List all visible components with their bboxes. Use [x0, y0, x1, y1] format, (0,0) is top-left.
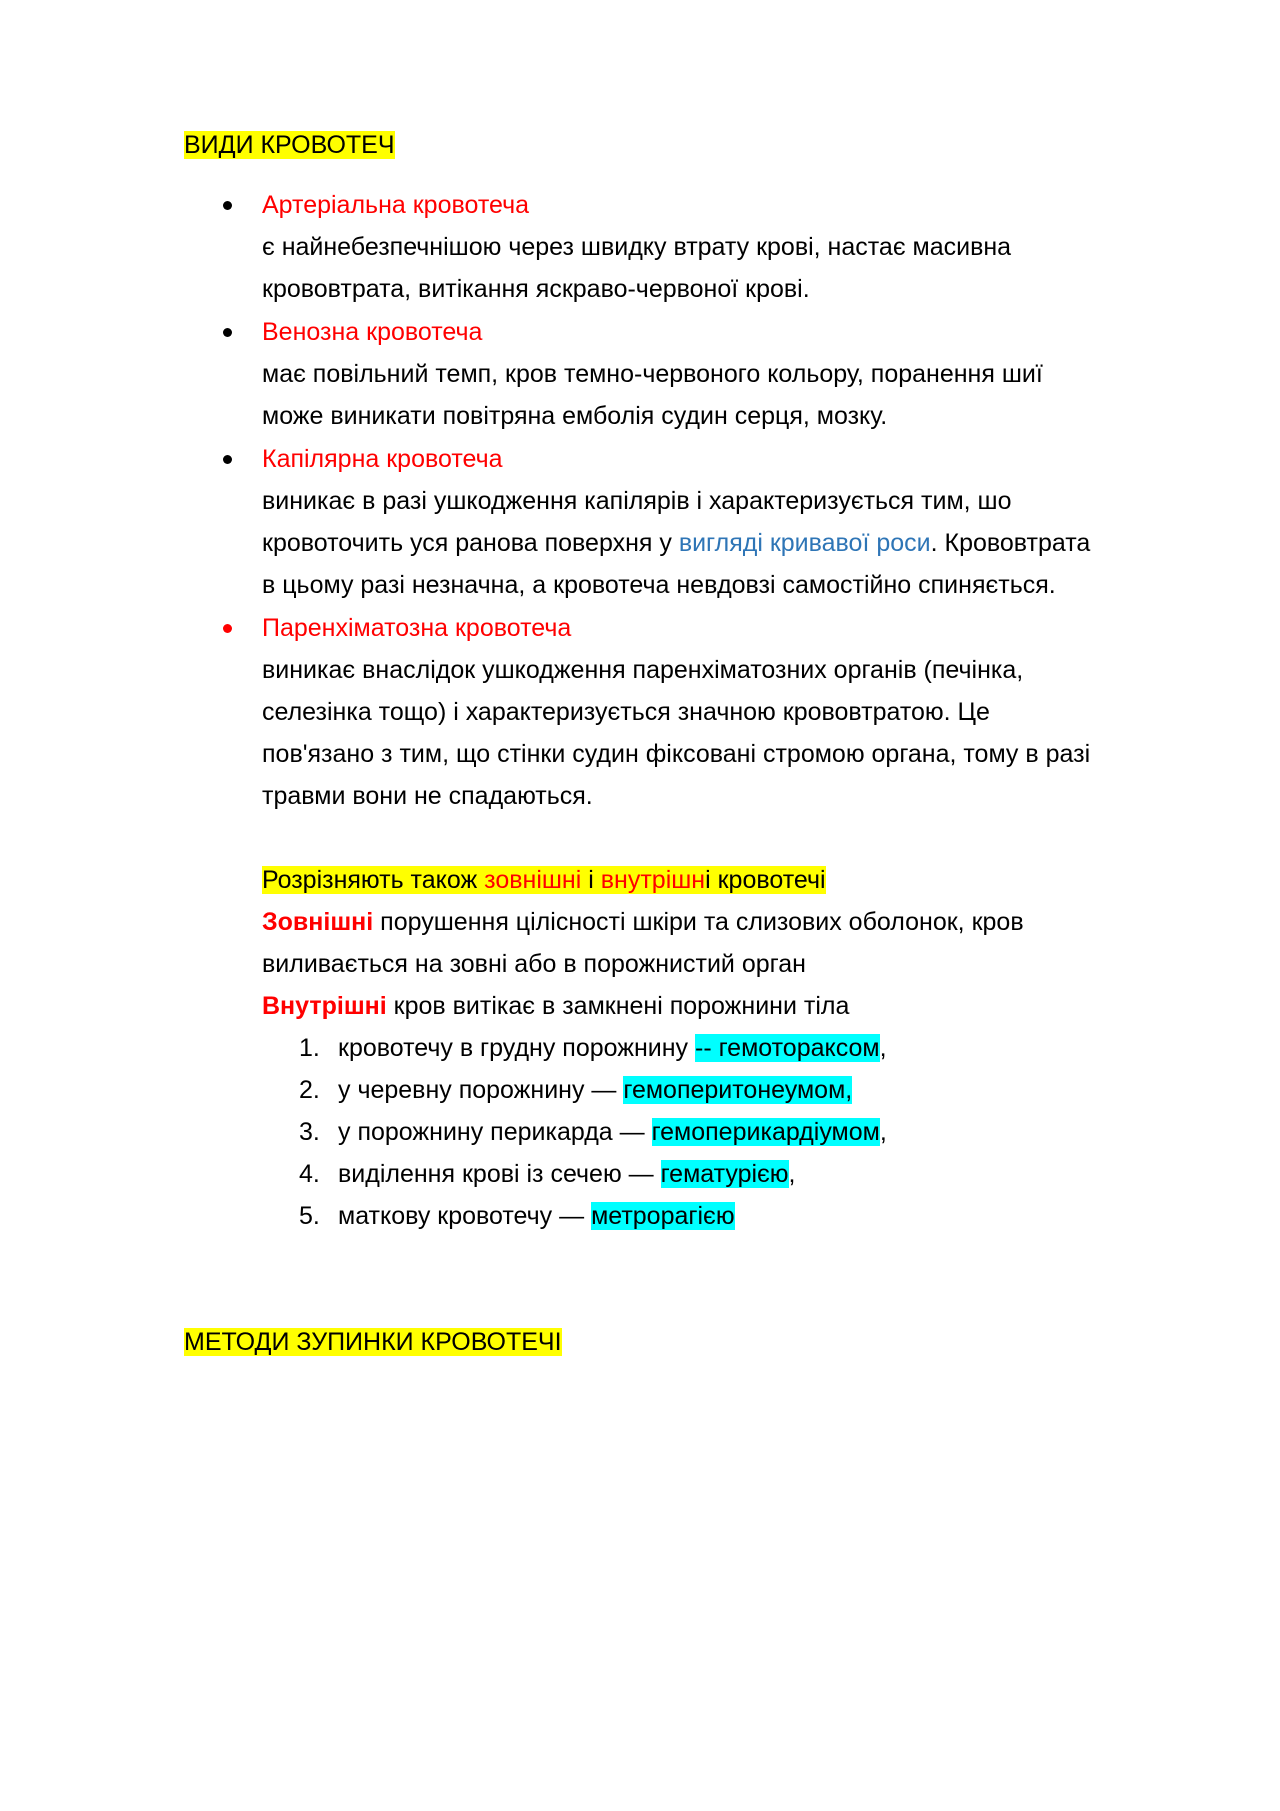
- list-item-text: у порожнину перикарда —: [338, 1118, 652, 1146]
- heading-types: [184, 127, 395, 163]
- type-title-capillary: Капілярна кровотеча: [262, 445, 503, 473]
- distinguish-segment: і: [581, 866, 601, 894]
- type-title-venous: Венозна кровотеча: [262, 318, 483, 346]
- type-title-arterial: Артеріальна кровотеча: [262, 191, 530, 219]
- type-text-segment: . Крововтрата: [930, 529, 1091, 557]
- list-item-term: -- гемотораксом: [695, 1034, 880, 1062]
- list-number: 2.: [299, 1076, 320, 1104]
- type-text-line: виникає внаслідок ушкодження паренхіматозних органів (печінка,: [262, 656, 1024, 684]
- internal-line: [262, 988, 849, 1024]
- external-text: порушення цілісності шкіри та слизових оболонок, кров: [373, 908, 1024, 936]
- bullet-icon: [223, 455, 232, 464]
- bullet-icon: [223, 328, 232, 337]
- distinguish-segment: і кровотечі: [705, 866, 826, 894]
- type-text-line: [262, 525, 1090, 561]
- list-number: 1.: [299, 1034, 320, 1062]
- internal-label: Внутрішні: [262, 992, 387, 1020]
- list-item: [338, 1030, 887, 1066]
- type-title-parenchymal: Паренхіматозна кровотеча: [262, 614, 572, 642]
- list-item-term: гемоперикардіумом: [651, 1118, 880, 1146]
- heading-types-text: ВИДИ КРОВОТЕЧ: [184, 131, 395, 159]
- distinguish-external: зовнішні: [484, 866, 582, 894]
- type-text-line: селезінка тощо) і характеризується значною крововтратою. Це: [262, 698, 990, 726]
- type-text-line: травми вони не спадаються.: [262, 782, 593, 810]
- distinguish-internal: внутрішн: [600, 866, 706, 894]
- list-item: [338, 1156, 796, 1192]
- type-text-line: виникає в разі ушкодження капілярів і характеризується тим, шо: [262, 487, 1012, 515]
- type-text-segment: кровоточить уся ранова поверхня у: [262, 529, 679, 557]
- list-number: 4.: [299, 1160, 320, 1188]
- list-item-term: метрорагією: [591, 1202, 735, 1230]
- list-item-after: ,: [879, 1118, 887, 1146]
- type-text-line: є найнебезпечнішою через швидку втрату крові, настає масивна: [262, 233, 1012, 261]
- bullet-icon: [223, 201, 232, 210]
- type-text-line: пов'язано з тим, що стінки судин фіксовані стромою органа, тому в разі: [262, 740, 1091, 768]
- external-line: [262, 904, 1024, 940]
- heading-methods-text: МЕТОДИ ЗУПИНКИ КРОВОТЕЧІ: [184, 1328, 562, 1356]
- internal-text: кров витікає в замкнені порожнини тіла: [386, 992, 850, 1020]
- list-item-after: ,: [879, 1034, 887, 1062]
- list-item-after: ,: [788, 1160, 796, 1188]
- list-item: [338, 1072, 852, 1108]
- distinguish-segment: Розрізняють також: [262, 866, 485, 894]
- distinguish-text: [262, 866, 826, 894]
- list-item: [338, 1198, 735, 1234]
- list-number: 3.: [299, 1118, 320, 1146]
- heading-methods: [184, 1324, 562, 1360]
- type-text-line: в цьому разі незначна, а кровотеча невдовзі самостійно спиняється.: [262, 571, 1056, 599]
- list-item-text: кровотечу в грудну порожнину: [338, 1034, 696, 1062]
- list-item-term: гематурією: [660, 1160, 789, 1188]
- type-text-line: може виникати повітряна емболія судин серця, мозку.: [262, 402, 888, 430]
- blood-dew-link[interactable]: вигляді кривавої роси: [678, 529, 931, 557]
- external-label: Зовнішні: [262, 908, 374, 936]
- list-item-text: у черевну порожнину —: [338, 1076, 624, 1104]
- type-text-line: має повільний темп, кров темно-червоного кольору, поранення шиї: [262, 360, 1043, 388]
- list-item-text: маткову кровотечу —: [338, 1202, 592, 1230]
- bullet-icon: [223, 624, 232, 633]
- type-text-line: крововтрата, витікання яскраво-червоної крові.: [262, 275, 810, 303]
- external-line-2: виливається на зовні або в порожнистий орган: [262, 950, 806, 978]
- list-item: [338, 1114, 887, 1150]
- distinguish-line: [262, 862, 826, 898]
- list-number: 5.: [299, 1202, 320, 1230]
- list-item-text: виділення крові із сечею —: [338, 1160, 661, 1188]
- list-item-term: гемоперитонеумом,: [623, 1076, 853, 1104]
